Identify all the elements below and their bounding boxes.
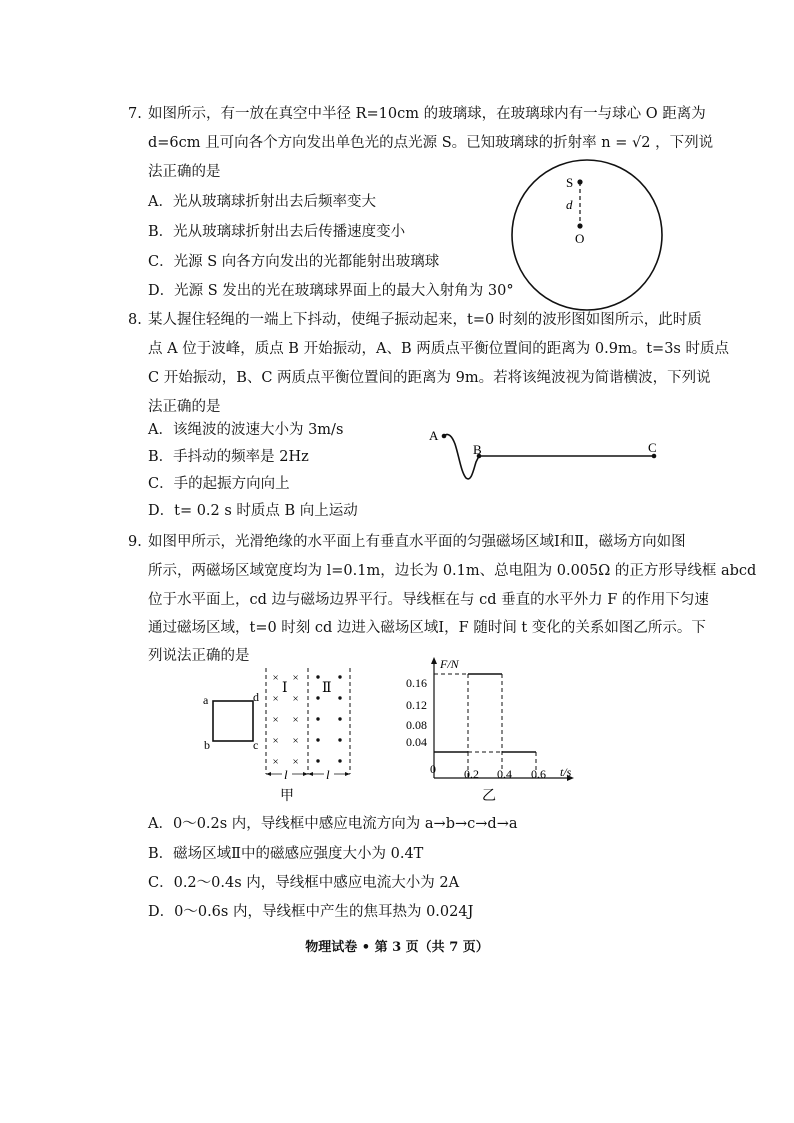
field-out-of-page-mark	[316, 675, 319, 678]
q7-option-c: C．光源 S 向各方向发出的光都能射出玻璃球	[148, 254, 440, 270]
y-tick-label: 0.12	[406, 698, 427, 712]
q9-option-b: B．磁场区域Ⅱ中的磁感应强度大小为 0.4T	[148, 846, 424, 862]
field-out-of-page-mark	[316, 696, 319, 699]
glass-sphere-figure	[508, 156, 666, 314]
y-tick-label: 0.04	[406, 735, 427, 749]
width-arrowhead	[303, 772, 308, 776]
field-into-page-mark: ×	[272, 714, 279, 726]
field-into-page-mark: ×	[292, 756, 299, 768]
q7-line3: 法正确的是	[148, 164, 221, 180]
y-axis-arrowhead	[431, 657, 437, 664]
label-d: d	[566, 197, 573, 212]
q7-option-d: D．光源 S 发出的光在玻璃球界面上的最大入射角为 30°	[148, 283, 514, 299]
x-tick-label: 0.2	[464, 767, 479, 781]
source-s-dot	[577, 179, 582, 184]
field-out-of-page-mark	[338, 717, 341, 720]
q7-option-a: A．光从玻璃球折射出去后频率变大	[148, 194, 376, 210]
corner-d: d	[253, 690, 259, 704]
label-b: B	[473, 442, 482, 457]
width-arrowhead	[345, 772, 350, 776]
q9-line5: 列说法正确的是	[148, 648, 250, 664]
q8-option-b: B．手抖动的频率是 2Hz	[148, 449, 309, 465]
q7-line2: d=6cm 且可向各个方向发出单色光的点光源 S。已知玻璃球的折射率 n = √2 ，下列说	[148, 135, 714, 151]
q9-line3: 位于水平面上，cd 边与磁场边界平行。导线框在与 cd 垂直的水平外力 F 的作用下匀速	[148, 592, 709, 608]
label-s: S	[566, 175, 574, 190]
field-into-page-mark: ×	[272, 735, 279, 747]
figure-yi-caption: 乙	[482, 789, 496, 804]
field-out-of-page-mark	[338, 759, 341, 762]
q7-option-b: B．光从玻璃球折射出去后传播速度变小	[148, 224, 406, 240]
field-out-of-page-mark	[316, 717, 319, 720]
origin-label: 0	[430, 762, 436, 776]
field-into-page-mark: ×	[292, 693, 299, 705]
q9-option-c: C．0.2～0.4s 内，导线框中感应电流大小为 2A	[148, 875, 460, 891]
field-out-of-page-mark	[338, 675, 341, 678]
page-footer: 物理试卷 • 第 3 页（共 7 页）	[305, 940, 489, 955]
x-axis-label: t/s	[560, 765, 572, 779]
sphere-outline	[512, 160, 662, 310]
width-arrowhead	[266, 772, 271, 776]
q8-number: 8.	[128, 312, 142, 328]
field-into-page-mark: ×	[292, 735, 299, 747]
field-out-of-page-mark	[316, 738, 319, 741]
width-label-1: l	[284, 767, 288, 782]
corner-b: b	[204, 738, 210, 752]
q8-option-d: D．t= 0.2 s 时质点 B 向上运动	[148, 503, 358, 519]
field-into-page-mark: ×	[292, 672, 299, 684]
q9-line2: 所示，两磁场区域宽度均为 l=0.1m，边长为 0.1m、总电阻为 0.005Ω 的正方形导线框 abcd	[148, 563, 757, 579]
q9-number: 9.	[128, 534, 142, 550]
q7-line1: 7. 如图所示，有一放在真空中半径 R=10cm 的玻璃球，在玻璃球内有一与球心 O 距离为	[128, 106, 706, 122]
q8-line2: 点 A 位于波峰，质点 B 开始振动，A、B 两质点平衡位置间的距离为 0.9m。t=3s 时质点	[148, 341, 729, 357]
y-axis-label: F/N	[440, 657, 459, 671]
q7-number: 7.	[128, 106, 142, 122]
center-o-dot	[577, 223, 582, 228]
q9-option-a: A．0～0.2s 内，导线框中感应电流方向为 a→b→c→d→a	[148, 816, 518, 832]
q8-option-a: A．该绳波的波速大小为 3m/s	[148, 422, 344, 438]
y-tick-label: 0.16	[406, 676, 427, 690]
field-into-page-mark: ×	[292, 714, 299, 726]
x-tick-label: 0.4	[497, 767, 512, 781]
label-a: A	[429, 428, 439, 443]
label-o: O	[575, 231, 585, 246]
magnetic-field-figure	[196, 664, 366, 804]
force-time-chart	[400, 654, 590, 804]
q9-option-d: D．0～0.6s 内，导线框中产生的焦耳热为 0.024J	[148, 904, 474, 920]
rope-wave-figure	[424, 424, 670, 488]
q9-line4: 通过磁场区域，t=0 时刻 cd 边进入磁场区域Ⅰ，F 随时间 t 变化的关系如图乙所示。下	[148, 620, 706, 636]
wire-frame-abcd	[213, 701, 253, 741]
field-out-of-page-mark	[338, 696, 341, 699]
field-out-of-page-mark	[316, 759, 319, 762]
q9-line1: 9. 如图甲所示，光滑绝缘的水平面上有垂直水平面的匀强磁场区域Ⅰ和Ⅱ，磁场方向如图	[128, 534, 686, 550]
corner-c: c	[253, 738, 259, 752]
label-c: C	[648, 440, 657, 455]
q8-option-c: C．手的起振方向向上	[148, 476, 290, 492]
region-2-label: Ⅱ	[322, 681, 332, 696]
x-tick-label: 0.6	[531, 767, 546, 781]
width-label-2: l	[326, 767, 330, 782]
figure-jia-caption: 甲	[280, 789, 294, 804]
field-out-of-page-mark	[338, 738, 341, 741]
width-arrowhead	[308, 772, 313, 776]
corner-a: a	[203, 693, 209, 707]
y-tick-label: 0.08	[406, 718, 427, 732]
q8-line4: 法正确的是	[148, 399, 221, 415]
q8-line1: 8. 某人握住轻绳的一端上下抖动，使绳子振动起来，t=0 时刻的波形图如图所示，此时质	[128, 312, 702, 328]
field-into-page-mark: ×	[272, 693, 279, 705]
region-1-label: Ⅰ	[282, 681, 288, 696]
point-a-dot	[442, 434, 447, 439]
field-into-page-mark: ×	[272, 756, 279, 768]
q8-line3: C 开始振动，B、C 两质点平衡位置间的距离为 9m。若将该绳波视为简谐横波，下列说	[148, 370, 711, 386]
field-into-page-mark: ×	[272, 672, 279, 684]
